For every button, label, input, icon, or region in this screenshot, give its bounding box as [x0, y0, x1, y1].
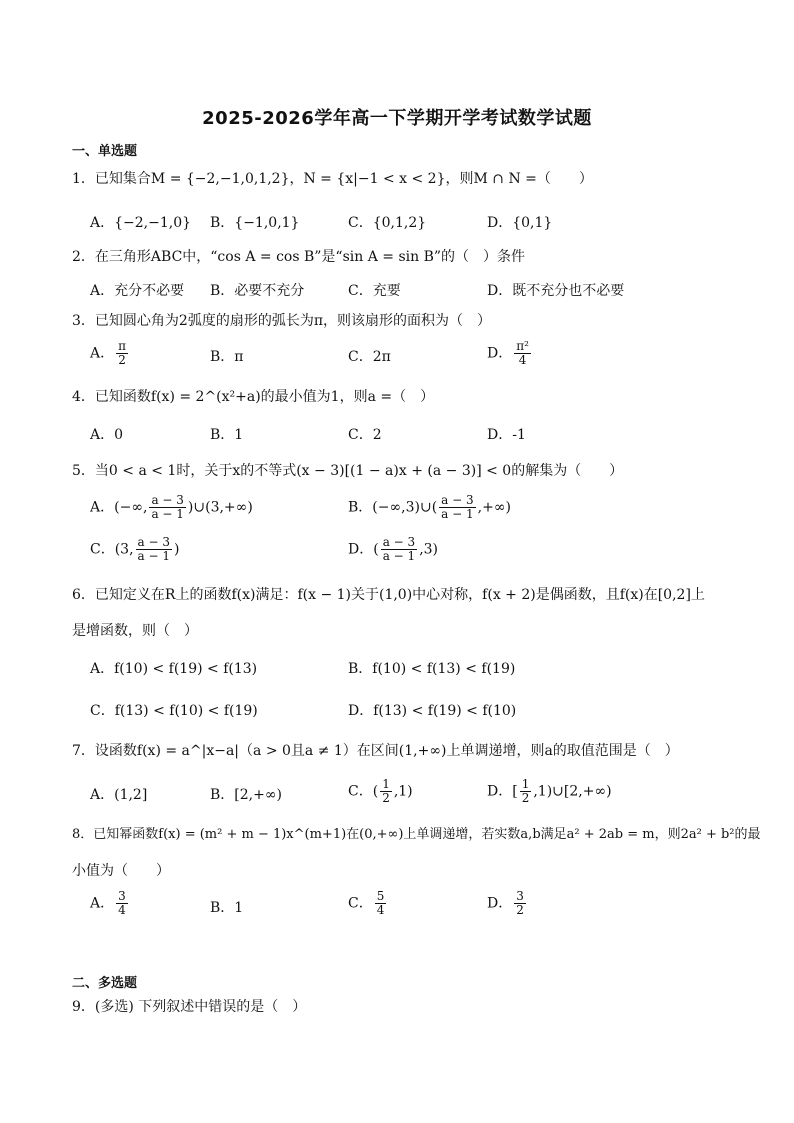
- q3-option-a: A． $\frac{\pi}{2}$: [90, 339, 127, 367]
- q1-option-b: B．{−1,0,1}: [210, 215, 300, 231]
- question-8-line-1: 8．已知幂函数f(x) = (m² + m − 1)x^(m+1)在(0,+∞)上单调递增，若实数a,b满足a² + 2ab = m，则2a² + b²的最: [72, 827, 761, 842]
- q1-option-a: A．{−2,−1,0}: [90, 215, 192, 231]
- q4-option-a: A．0: [90, 427, 124, 443]
- q7-option-a: A．(1,2]: [90, 787, 148, 803]
- page-title: 2025-2026学年高一下学期开学考试数学试题: [202, 108, 592, 129]
- question-9: 9．(多选) 下列叙述中错误的是（ ）: [72, 999, 307, 1015]
- q4-option-c: C．2: [348, 427, 382, 443]
- section-single-choice: 一、单选题: [72, 144, 138, 159]
- q2-option-d: D．既不充分也不必要: [487, 283, 625, 299]
- q8-option-a: A． $\frac{3}{4}$: [90, 889, 126, 917]
- q1-option-d: D．{0,1}: [487, 215, 553, 231]
- question-3: 3．已知圆心角为2弧度的扇形的弧长为π，则该扇形的面积为（ ）: [72, 313, 492, 329]
- q6-option-a: A．f(10) < f(19) < f(13): [90, 661, 258, 677]
- q8-option-b: B．1: [210, 900, 244, 916]
- q3-option-c: C．2π: [348, 349, 391, 365]
- q4-option-d: D．-1: [487, 427, 526, 443]
- q6-option-d: D．f(13) < f(19) < f(10): [348, 703, 517, 719]
- q3-option-b: B．π: [210, 349, 244, 365]
- question-4: 4．已知函数f(x) = 2^(x²+a)的最小值为1，则a =（ ）: [72, 389, 435, 405]
- q7-option-c: C．( $\frac{1}{2}$ ,1): [348, 777, 413, 805]
- question-1: 1．已知集合M = {−2,−1,0,1,2}，N = {x|−1 < x < 2}，则M ∩ N =（ ）: [72, 171, 593, 187]
- question-6-line-1: 6．已知定义在R上的函数f(x)满足：f(x − 1)关于(1,0)中心对称，f(x + 2)是偶函数，且f(x)在[0,2]上: [72, 587, 705, 603]
- q7-option-b: B．[2,+∞): [210, 787, 282, 803]
- q5-option-a: A．(−∞, $\frac{a - 3}{a - 1}$ )∪(3,+∞): [90, 493, 253, 521]
- q4-option-b: B．1: [210, 427, 244, 443]
- section-multiple-choice: 二、多选题: [72, 976, 138, 991]
- q8-option-c: C． $\frac{5}{4}$: [348, 889, 385, 917]
- q7-option-d: D．[ $\frac{1}{2}$ ,1)∪[2,+∞): [487, 777, 612, 805]
- question-5: 5．当0 < a < 1时，关于x的不等式(x − 3)[(1 − a)x + (a − 3)] < 0的解集为（ ）: [72, 463, 624, 479]
- q6-option-b: B．f(10) < f(13) < f(19): [348, 661, 516, 677]
- q5-option-b: B．(−∞,3)∪( $\frac{a - 3}{a - 1}$ ,+∞): [348, 493, 511, 521]
- q2-option-c: C．充要: [348, 283, 401, 299]
- q2-option-a: A．充分不必要: [90, 283, 185, 299]
- q3-option-d: D． $\frac{\text{π²}}{4}$: [487, 339, 529, 367]
- q2-option-b: B．必要不充分: [210, 283, 305, 299]
- question-2: 2．在三角形ABC中，“cos A = cos B”是“sin A = sin B”的（ ）条件: [72, 249, 526, 265]
- q8-option-d: D． $\frac{3}{2}$: [487, 889, 524, 917]
- question-7: 7．设函数f(x) = a^|x−a|（a > 0且a ≠ 1）在区间(1,+∞)上单调递增，则a的取值范围是（ ）: [72, 743, 679, 759]
- q6-option-c: C．f(13) < f(10) < f(19): [90, 703, 258, 719]
- q5-option-d: D．( $\frac{a - 3}{a - 1}$ ,3): [348, 535, 439, 563]
- q5-option-c: C．(3, $\frac{a - 3}{a - 1}$ ): [90, 535, 180, 563]
- q1-option-c: C．{0,1,2}: [348, 215, 427, 231]
- question-8-line-2: 小值为（ ）: [72, 863, 170, 879]
- question-6-line-2: 是增函数，则（ ）: [72, 623, 198, 639]
